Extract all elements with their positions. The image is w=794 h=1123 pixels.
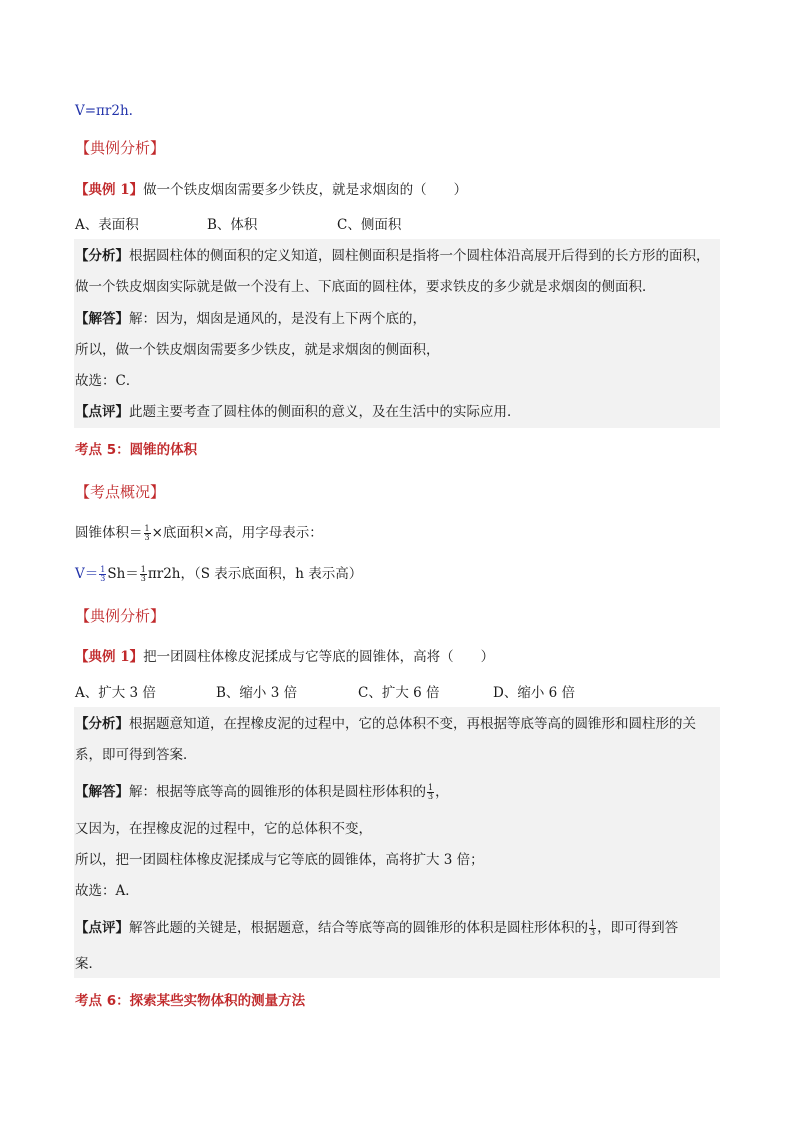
example1-comment <box>75 402 521 422</box>
example-analysis-heading: 【典例分析】 <box>75 139 166 157</box>
cylinder-volume-formula: V=πr2h. <box>75 103 133 119</box>
answer-tag: 【解答】 <box>75 311 129 327</box>
option-b: B、缩小 3 倍 <box>216 685 298 701</box>
one-third-fraction: $\frac{1}{3}$ <box>144 524 150 542</box>
example2-comment-line2: 案． <box>75 956 102 972</box>
example2-options <box>75 683 575 703</box>
example1-analysis-line2: 做一个铁皮烟囱实际就是做一个没有上、下底面的圆柱体，要求铁皮的多少就是求烟囱的侧面积． <box>75 279 656 295</box>
example2-answer-line4: 故选：A． <box>75 883 139 899</box>
one-third-fraction: $\frac{1}{3}$ <box>428 783 434 801</box>
analysis-text: 根据题意知道，在捏橡皮泥的过程中，它的总体积不变，再根据等底等高的圆锥形和圆柱形的关 <box>129 716 696 732</box>
option-a: A、表面积 <box>75 217 139 233</box>
example2-analysis-line2: 系，即可得到答案． <box>75 747 197 763</box>
example1-tag: 【典例 1】 <box>75 182 144 198</box>
answer-text: 解：根据等底等高的圆锥形的体积是圆柱形体积的 <box>129 784 426 800</box>
formula-v: V＝ <box>75 566 99 582</box>
comment-tag: 【点评】 <box>75 404 129 420</box>
example1-question-text: 做一个铁皮烟囱需要多少铁皮，就是求烟囱的（ ） <box>143 182 468 198</box>
example1-answer-line2: 所以，做一个铁皮烟囱需要多少铁皮，就是求烟囱的侧面积， <box>75 342 440 358</box>
section6-heading: 考点 6：探索某些实物体积的测量方法 <box>75 993 306 1009</box>
overview-heading: 【考点概况】 <box>75 483 166 501</box>
example2-tag: 【典例 1】 <box>75 649 144 665</box>
formula-text: ×底面积×高，用字母表示： <box>151 525 323 541</box>
analysis-text: 根据圆柱体的侧面积的定义知道，圆柱侧面积是指将一个圆柱体沿高展开后得到的长方形的面积， <box>129 248 710 264</box>
example2-analysis-line1 <box>75 714 696 734</box>
option-d: D、缩小 6 倍 <box>493 685 575 701</box>
formula-pir2h: πr2h，（S 表示底面积，h 表示高） <box>147 566 363 582</box>
one-third-fraction: $\frac{1}{3}$ <box>590 919 596 937</box>
comment-tag: 【点评】 <box>75 920 129 936</box>
example2-answer-line1 <box>75 782 449 802</box>
cone-volume-formula-letters <box>75 564 362 584</box>
answer-punct: ， <box>435 784 449 800</box>
analysis-tag: 【分析】 <box>75 248 129 264</box>
comment-text: 此题主要考查了圆柱体的侧面积的意义，及在生活中的实际应用． <box>129 404 521 420</box>
example2-question-text: 把一团圆柱体橡皮泥揉成与它等底的圆锥体，高将（ ） <box>143 649 495 665</box>
example2-question <box>75 647 494 667</box>
example1-solution-box <box>74 239 720 428</box>
answer-tag: 【解答】 <box>75 784 129 800</box>
example1-answer-line1 <box>75 309 426 329</box>
option-b: B、体积 <box>207 217 258 233</box>
one-third-fraction: $\frac{1}{3}$ <box>100 565 106 583</box>
option-c: C、扩大 6 倍 <box>358 685 440 701</box>
option-a: A、扩大 3 倍 <box>75 685 156 701</box>
example1-options <box>75 215 401 235</box>
section5-heading: 考点 5：圆锥的体积 <box>75 442 198 458</box>
example1-question <box>75 180 467 200</box>
formula-text: 圆锥体积＝ <box>75 525 143 541</box>
comment-text: 解答此题的关键是，根据题意，结合等底等高的圆锥形的体积是圆柱形体积的 <box>129 920 588 936</box>
option-c: C、侧面积 <box>337 217 402 233</box>
formula-sh: Sh＝ <box>107 566 139 582</box>
example-analysis-heading-2: 【典例分析】 <box>75 607 166 625</box>
example1-analysis-line1 <box>75 246 710 266</box>
example2-answer-line3: 所以，把一团圆柱体橡皮泥揉成与它等底的圆锥体，高将扩大 3 倍； <box>75 852 484 868</box>
comment-text-end: ，即可得到答 <box>597 920 679 936</box>
analysis-tag: 【分析】 <box>75 716 129 732</box>
example2-comment-line1 <box>75 918 678 938</box>
example1-answer-line3: 故选：C． <box>75 373 140 389</box>
cone-volume-formula-text <box>75 523 323 543</box>
one-third-fraction: $\frac{1}{3}$ <box>140 565 146 583</box>
answer-text: 解：因为，烟囱是通风的，是没有上下两个底的， <box>129 311 426 327</box>
example2-answer-line2: 又因为，在捏橡皮泥的过程中，它的总体积不变， <box>75 821 372 837</box>
